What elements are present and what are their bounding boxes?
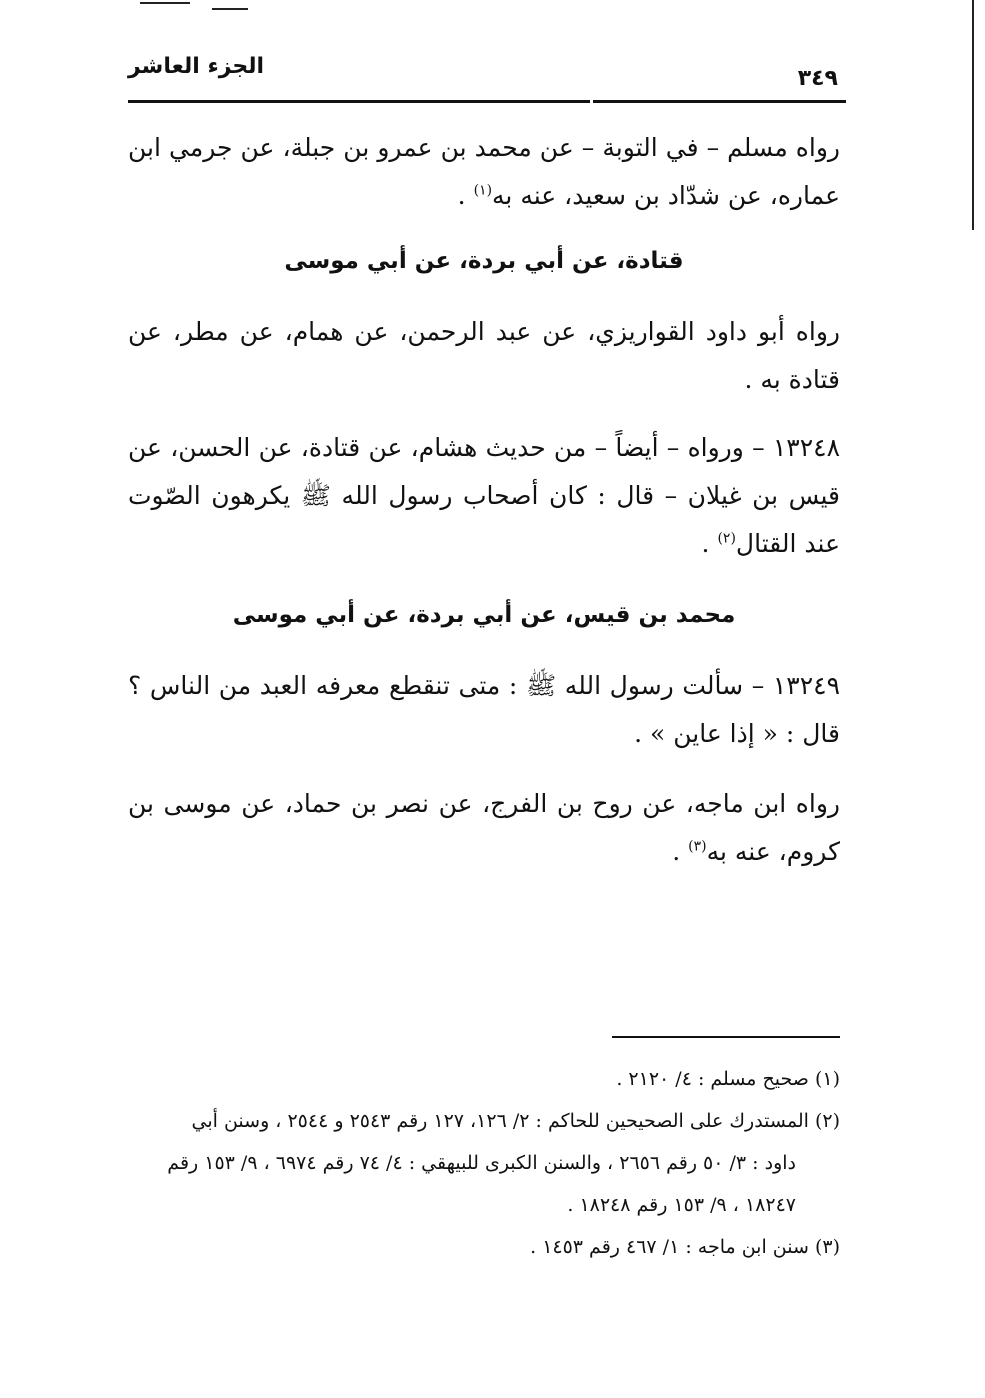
paragraph-text: رواه ابن ماجه، عن روح بن الفرج، عن نصر بن حماد، عن موسى بن كروم، عنه به xyxy=(128,789,840,866)
running-title: الجزء العاشر xyxy=(128,54,265,79)
paragraph-end: . xyxy=(457,181,474,210)
footnote-separator xyxy=(612,1036,840,1038)
footnote-2-line-3: ١٨٢٤٧ ، ٩/ ١٥٣ رقم ١٨٢٤٨ . xyxy=(567,1194,796,1216)
paragraph-end: . xyxy=(701,529,718,558)
paragraph-text: ١٣٢٤٨ – ورواه – أيضاً – من حديث هشام، عن قتادة، عن الحسن، عن قيس بن غيلان – قال : كان أصحاب رسول الله ﷺ يكرهون الصّوت عند القتال xyxy=(128,433,840,558)
footnote-3: (٣) سنن ابن ماجه : ١/ ٤٦٧ رقم ١٤٥٣ . xyxy=(530,1236,840,1258)
footnote-2-line-2: داود : ٣/ ٥٠ رقم ٢٦٥٦ ، والسنن الكبرى للبيهقي : ٤/ ٧٤ رقم ٦٩٧٤ ، ٩/ ١٥٣ رقم xyxy=(167,1152,796,1174)
header-rule xyxy=(128,100,846,103)
page-number: ٣٤٩ xyxy=(797,66,838,91)
footnote-ref-2[interactable]: (٢) xyxy=(717,530,736,547)
footnote-2-line-1: (٢) المستدرك على الصحيحين للحاكم : ٢/ ١٢٦، ١٢٧ رقم ٢٥٤٣ و ٢٥٤٤ ، وسنن أبي xyxy=(191,1110,840,1132)
paragraph-5 xyxy=(128,780,840,876)
paragraph-3 xyxy=(128,424,840,568)
footnote-ref-3[interactable]: (٣) xyxy=(688,838,707,855)
footnote-1: (١) صحيح مسلم : ٤/ ٢١٢٠ . xyxy=(616,1068,840,1090)
page-header xyxy=(128,48,846,104)
footnotes xyxy=(128,1058,840,1268)
footnote-ref-1[interactable]: (١) xyxy=(473,182,493,199)
scan-edge-mark xyxy=(972,0,974,230)
scan-edge-mark xyxy=(140,2,190,4)
paragraph-1 xyxy=(128,124,840,220)
section-heading-1: قتادة، عن أبي بردة، عن أبي موسى xyxy=(284,248,684,274)
paragraph-2: رواه أبو داود القواريزي، عن عبد الرحمن، عن همام، عن مطر، عن قتادة به . xyxy=(128,317,840,394)
paragraph-end: . xyxy=(672,837,689,866)
scan-edge-mark xyxy=(212,8,248,10)
paragraph-4: ١٣٢٤٩ – سألت رسول الله ﷺ : متى تنقطع معرفه العبد من الناس ؟ قال : « إذا عاين » . xyxy=(128,671,840,748)
section-heading-2: محمد بن قيس، عن أبي بردة، عن أبي موسى xyxy=(232,602,736,628)
header-rule-gap xyxy=(590,99,593,104)
paragraph-text: رواه مسلم – في التوبة – عن محمد بن عمرو بن جبلة، عن جرمي ابن عماره، عن شدّاد بن سعيد، عنه به xyxy=(128,133,840,210)
